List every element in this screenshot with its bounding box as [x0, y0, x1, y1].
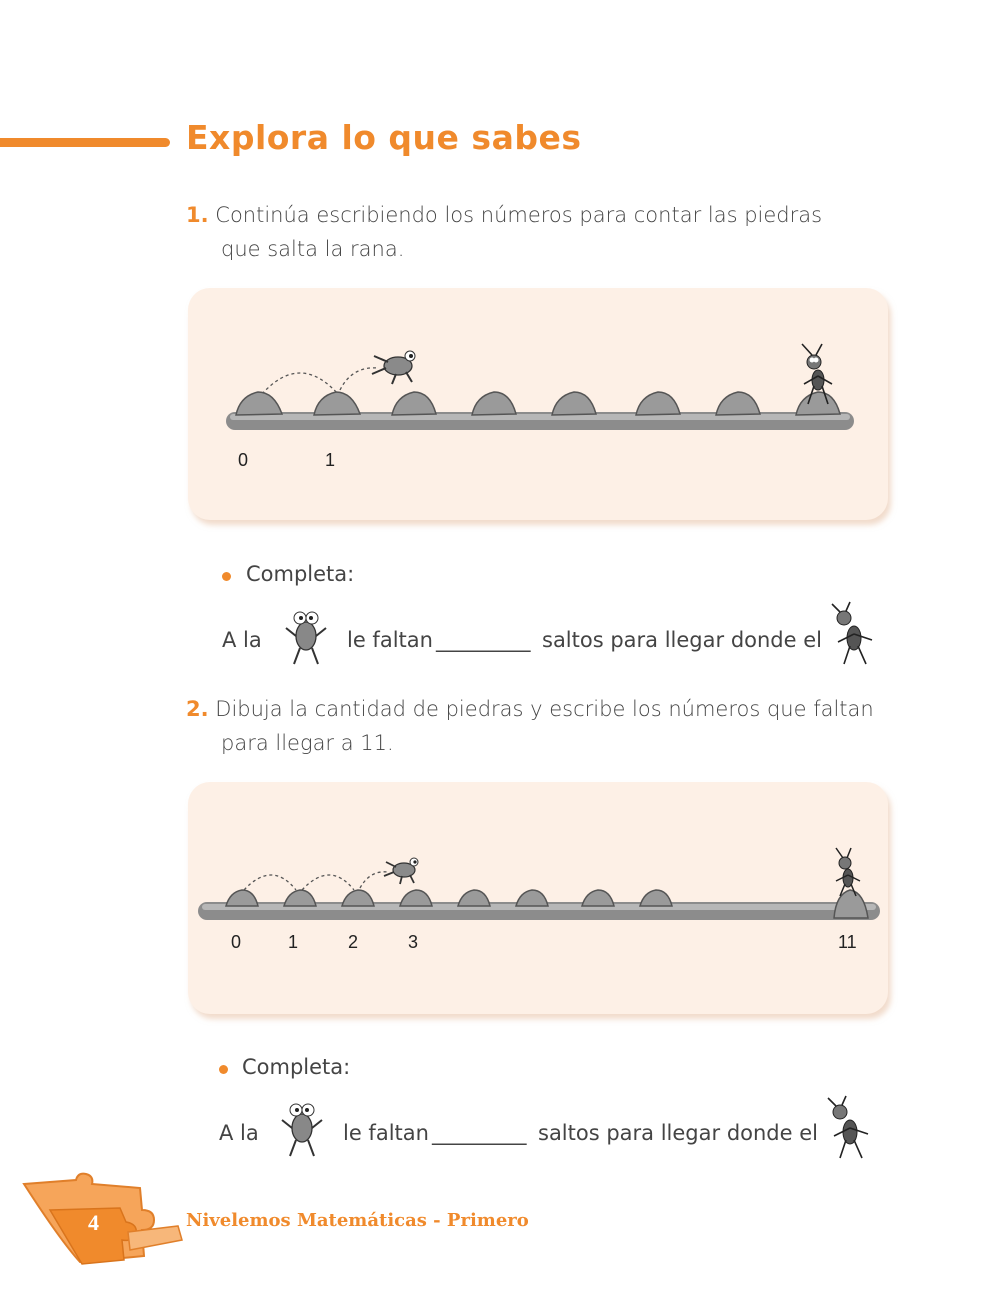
- number-label: 0: [231, 932, 242, 952]
- ant-icon: [836, 848, 860, 896]
- jump-arc: [244, 875, 296, 890]
- stone-icon: [400, 890, 432, 906]
- number-label: 0: [238, 450, 249, 470]
- sentence-a-la: A la: [219, 1121, 259, 1145]
- number-label: 2: [348, 932, 359, 952]
- puzzle-piece-icon: [20, 1170, 190, 1270]
- number-label: 3: [408, 932, 419, 952]
- sentence-le-faltan: le faltan: [347, 628, 433, 652]
- bullet: [219, 1065, 228, 1074]
- number-label: 1: [288, 932, 299, 952]
- sentence-rest: saltos para llegar donde el: [542, 628, 822, 652]
- sentence-le-faltan: le faltan: [343, 1121, 429, 1145]
- stone-icon: [458, 890, 490, 906]
- ant-icon: [826, 1098, 876, 1160]
- jump-arc: [360, 872, 388, 888]
- sentence-a-la: A la: [222, 628, 262, 652]
- stone-icon: [226, 890, 258, 906]
- stone-icon: [582, 890, 614, 906]
- stone-icon: [516, 890, 548, 906]
- page-number: 4: [88, 1210, 99, 1235]
- frog-icon: [384, 858, 418, 884]
- frog-icon: [280, 1100, 324, 1160]
- number-label: 1: [325, 450, 336, 470]
- answer-blank-1[interactable]: _________: [436, 628, 531, 652]
- complete-label: Completa:: [246, 562, 355, 586]
- question-2-number: 2.: [186, 697, 209, 721]
- stone-icon: [284, 890, 316, 906]
- question-1-line2: que salta la rana.: [221, 237, 405, 261]
- stone-icon: [834, 890, 868, 918]
- complete-label: Completa:: [242, 1055, 351, 1079]
- section-title: Explora lo que sabes: [186, 118, 582, 157]
- question-2-line2: para llegar a 11.: [221, 731, 394, 755]
- stone-icon: [640, 890, 672, 906]
- sentence-rest: saltos para llegar donde el: [538, 1121, 818, 1145]
- stone-icon: [342, 890, 374, 906]
- jump-arc: [302, 875, 354, 890]
- number-label: 11: [838, 932, 857, 952]
- answer-blank-2[interactable]: _________: [432, 1121, 527, 1145]
- question-2-line1: Dibuja la cantidad de piedras y escribe los números que faltan: [215, 697, 874, 721]
- question-1-number: 1.: [186, 203, 209, 227]
- question-1-line1: Continúa escribiendo los números para contar las piedras: [215, 203, 823, 227]
- book-title: Nivelemos Matemáticas - Primero: [186, 1210, 529, 1231]
